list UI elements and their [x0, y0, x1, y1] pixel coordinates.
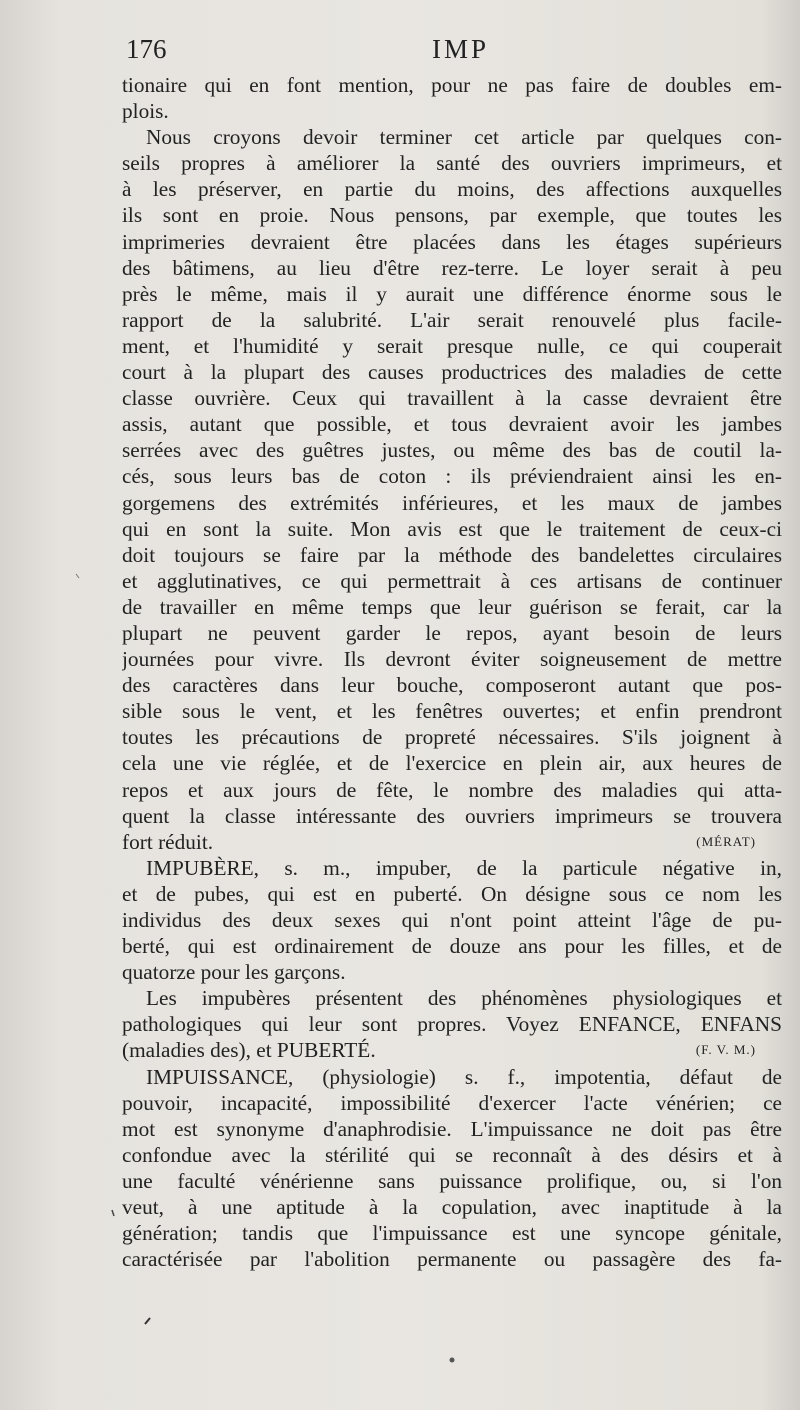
text-line: gorgemens des extrémités inférieures, et les maux de jambes — [122, 490, 782, 515]
text-line: cela une vie réglée, et de l'exercice en plein air, aux heures de — [122, 751, 782, 776]
text-line: génération; tandis que l'impuissance est une syncope génitale, — [122, 1221, 782, 1246]
text-line: berté, qui est ordinairement de douze ans pour les filles, et de — [122, 934, 782, 959]
text-line: imprimeries devraient être placées dans les étages supérieurs — [122, 229, 782, 254]
text-line: tionaire qui en font mention, pour ne pas faire de doubles em- — [122, 73, 782, 97]
text-line: ils sont en proie. Nous pensons, par exemple, que toutes les — [122, 203, 782, 228]
text-line: cés, sous leurs bas de coton : ils préviendraient ainsi les en- — [122, 464, 782, 489]
text-line: de travailler en même temps que leur guérison se ferait, car la — [122, 594, 782, 619]
text-line: caractérisée par l'abolition permanente ou passagère des fa- — [122, 1247, 782, 1272]
text-line: quatorze pour les garçons. — [122, 960, 346, 985]
text-line: confondue avec la stérilité qui se reconnaît à des désirs et à — [122, 1142, 782, 1167]
ink-speck — [112, 1210, 114, 1216]
text-line: toutes les précautions de propreté nécessaires. S'ils joignent à — [122, 725, 782, 750]
running-head-title: IMP — [432, 34, 490, 64]
text-line: plois. — [122, 99, 169, 124]
text-line: IMPUBÈRE, s. m., impuber, de la particule négative in, — [146, 855, 782, 880]
text-line: serrées avec des guêtres justes, ou même des bas de coutil la- — [122, 438, 782, 463]
text-line: veut, à une aptitude à la copulation, avec inaptitude à la — [122, 1195, 782, 1220]
author-signature: (F. V. M.) — [695, 1042, 756, 1058]
line-text: fort réduit. — [122, 829, 214, 854]
text-line: et de pubes, qui est en puberté. On désigne sous ce nom les — [122, 881, 782, 906]
text-line: des bâtimens, au lieu d'être rez-terre. Le loyer serait à peu — [122, 255, 782, 280]
text-line: pathologiques qui leur sont propres. Voyez ENFANCE, ENFANS — [122, 1012, 782, 1037]
text-line: ment, et l'humidité y serait presque nulle, ce qui couperait — [122, 333, 782, 358]
ink-speck — [145, 1318, 150, 1324]
text-line: pouvoir, incapacité, impossibilité d'exercer l'acte vénérien; ce — [122, 1090, 782, 1115]
text-line: classe ouvrière. Ceux qui travaillent à la casse devraient être — [122, 386, 782, 411]
text-line: près le même, mais il y aurait une différence énorme sous le — [122, 281, 782, 306]
text-line: quent la classe intéressante des ouvriers imprimeurs se trouvera — [122, 803, 782, 828]
text-line: plupart ne peuvent garder le repos, ayant besoin de leurs — [122, 620, 782, 645]
text-line: repos et aux jours de fête, le nombre des maladies qui atta- — [122, 777, 782, 802]
text-line: une faculté vénérienne sans puissance prolifique, ou, si l'on — [122, 1168, 782, 1193]
text-line: mot est synonyme d'anaphrodisie. L'impuissance ne doit pas être — [122, 1116, 782, 1141]
text-line: qui en sont la suite. Mon avis est que le traitement de ceux-ci — [122, 516, 782, 541]
line-text: (maladies des), et PUBERTÉ. — [122, 1038, 376, 1063]
text-line: à les préserver, en partie du moins, des affections auxquelles — [122, 177, 782, 202]
text-line: court à la plupart des causes productrices des maladies de cette — [122, 360, 782, 385]
ink-speck — [450, 1358, 455, 1363]
text-line: journées pour vivre. Ils devront éviter soigneusement de mettre — [122, 647, 782, 672]
text-line: Les impubères présentent des phénomènes physiologiques et — [146, 986, 782, 1011]
text-line: assis, autant que possible, et tous devraient avoir les jambes — [122, 412, 782, 437]
text-line: et agglutinatives, ce qui permettrait à ces artisans de continuer — [122, 568, 782, 593]
ink-speck — [76, 574, 79, 578]
text-line: doit toujours se faire par la méthode des bandelettes circulaires — [122, 542, 782, 567]
author-signature: (MÉRAT) — [696, 833, 756, 849]
text-line: Nous croyons devoir terminer cet article par quelques con- — [146, 125, 782, 150]
text-line: des caractères dans leur bouche, composeront autant que pos- — [122, 673, 782, 698]
page-number: 176 — [126, 34, 167, 64]
text-line: seils propres à améliorer la santé des ouvriers imprimeurs, et — [122, 151, 782, 176]
text-line: rapport de la salubrité. L'air serait renouvelé plus facile- — [122, 307, 782, 332]
text-line: IMPUISSANCE, (physiologie) s. f., impotentia, défaut de — [146, 1064, 782, 1089]
text-line: individus des deux sexes qui n'ont point atteint l'âge de pu- — [122, 908, 782, 932]
text-line: sible sous le vent, et les fenêtres ouvertes; et enfin prendront — [122, 699, 782, 724]
